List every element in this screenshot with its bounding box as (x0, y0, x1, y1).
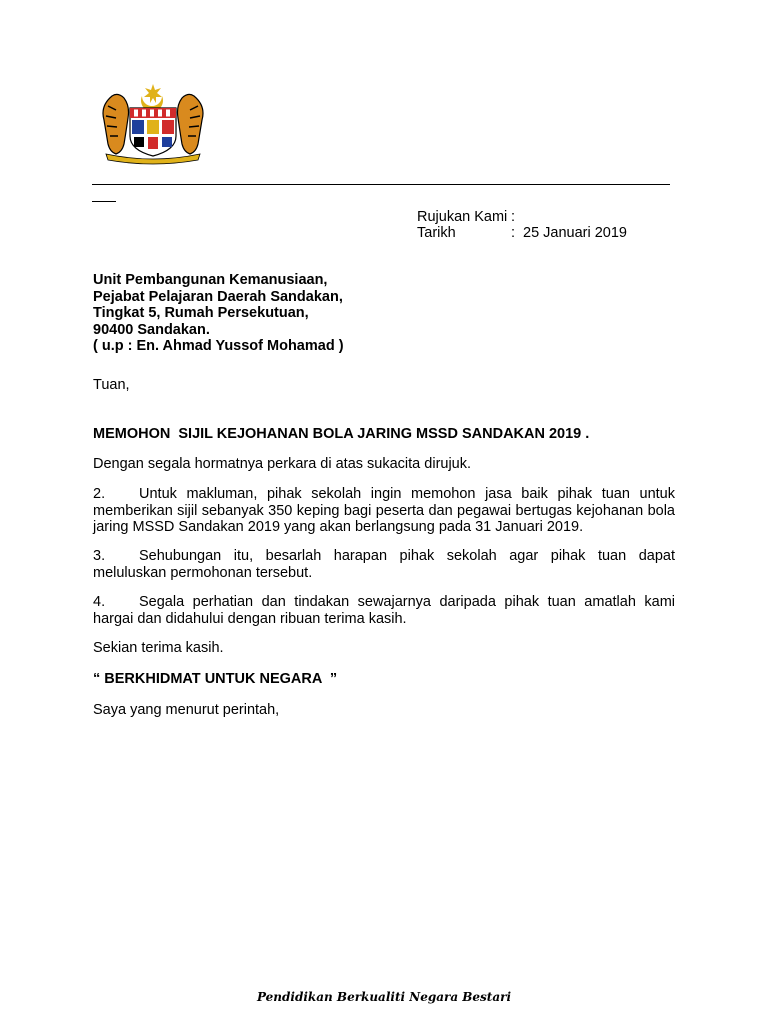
paragraph-2 (93, 486, 675, 536)
date-line (417, 224, 627, 242)
reference-colon: : (511, 209, 516, 225)
closing-line: Sekian terima kasih. (93, 640, 224, 656)
paragraph-text: Untuk makluman, pihak sekolah ingin memohon jasa baik pihak tuan untuk memberikan sijil sebanyak 350 keping bagi peserta dan pegawai bertugas kejohanan bola jaring MSSD Sandakan 2019 yang akan berlangsung pada 31 Januari 2019. (93, 486, 675, 535)
reference-label: Rujukan Kami (417, 209, 508, 225)
paragraph-number: 3. (93, 548, 106, 564)
paragraph-text: Segala perhatian dan tindakan sewajarnya daripada pihak tuan amatlah kami hargai dan didahului dengan ribuan terima kasih. (93, 594, 675, 627)
address-line: Pejabat Pelajaran Daerah Sandakan, (93, 288, 343, 305)
paragraph-3 (93, 548, 675, 581)
address-line: 90400 Sandakan. (93, 321, 210, 338)
paragraph-number: 4. (93, 594, 106, 610)
malaysia-coat-of-arms-icon (98, 82, 208, 166)
date-label: Tarikh (417, 225, 456, 241)
subject-line: MEMOHON SIJIL KEJOHANAN BOLA JARING MSSD SANDAKAN 2019 . (93, 426, 590, 442)
letterhead-divider-stub (92, 201, 116, 202)
paragraph-number: 2. (93, 486, 106, 502)
recipient-address (93, 272, 344, 355)
salutation: Tuan, (93, 377, 130, 393)
footer-slogan: Pendidikan Berkualiti Negara Bestari (256, 990, 512, 1004)
sign-off: Saya yang menurut perintah, (93, 702, 280, 718)
motto: “ BERKHIDMAT UNTUK NEGARA ” (93, 671, 338, 687)
address-line: Tingkat 5, Rumah Persekutuan, (93, 305, 309, 321)
address-line: Unit Pembangunan Kemanusiaan, (93, 272, 328, 288)
date-value: 25 Januari 2019 (523, 225, 627, 241)
paragraph-text: Sehubungan itu, besarlah harapan pihak sekolah agar pihak tuan dapat meluluskan permohonan tersebut. (93, 548, 675, 581)
paragraph-4 (93, 594, 675, 627)
address-line: ( u.p : En. Ahmad Yussof Mohamad ) (93, 338, 344, 354)
letterhead-divider (92, 184, 670, 185)
intro-paragraph: Dengan segala hormatnya perkara di atas sukacita dirujuk. (93, 456, 472, 472)
date-colon: : (511, 225, 516, 241)
